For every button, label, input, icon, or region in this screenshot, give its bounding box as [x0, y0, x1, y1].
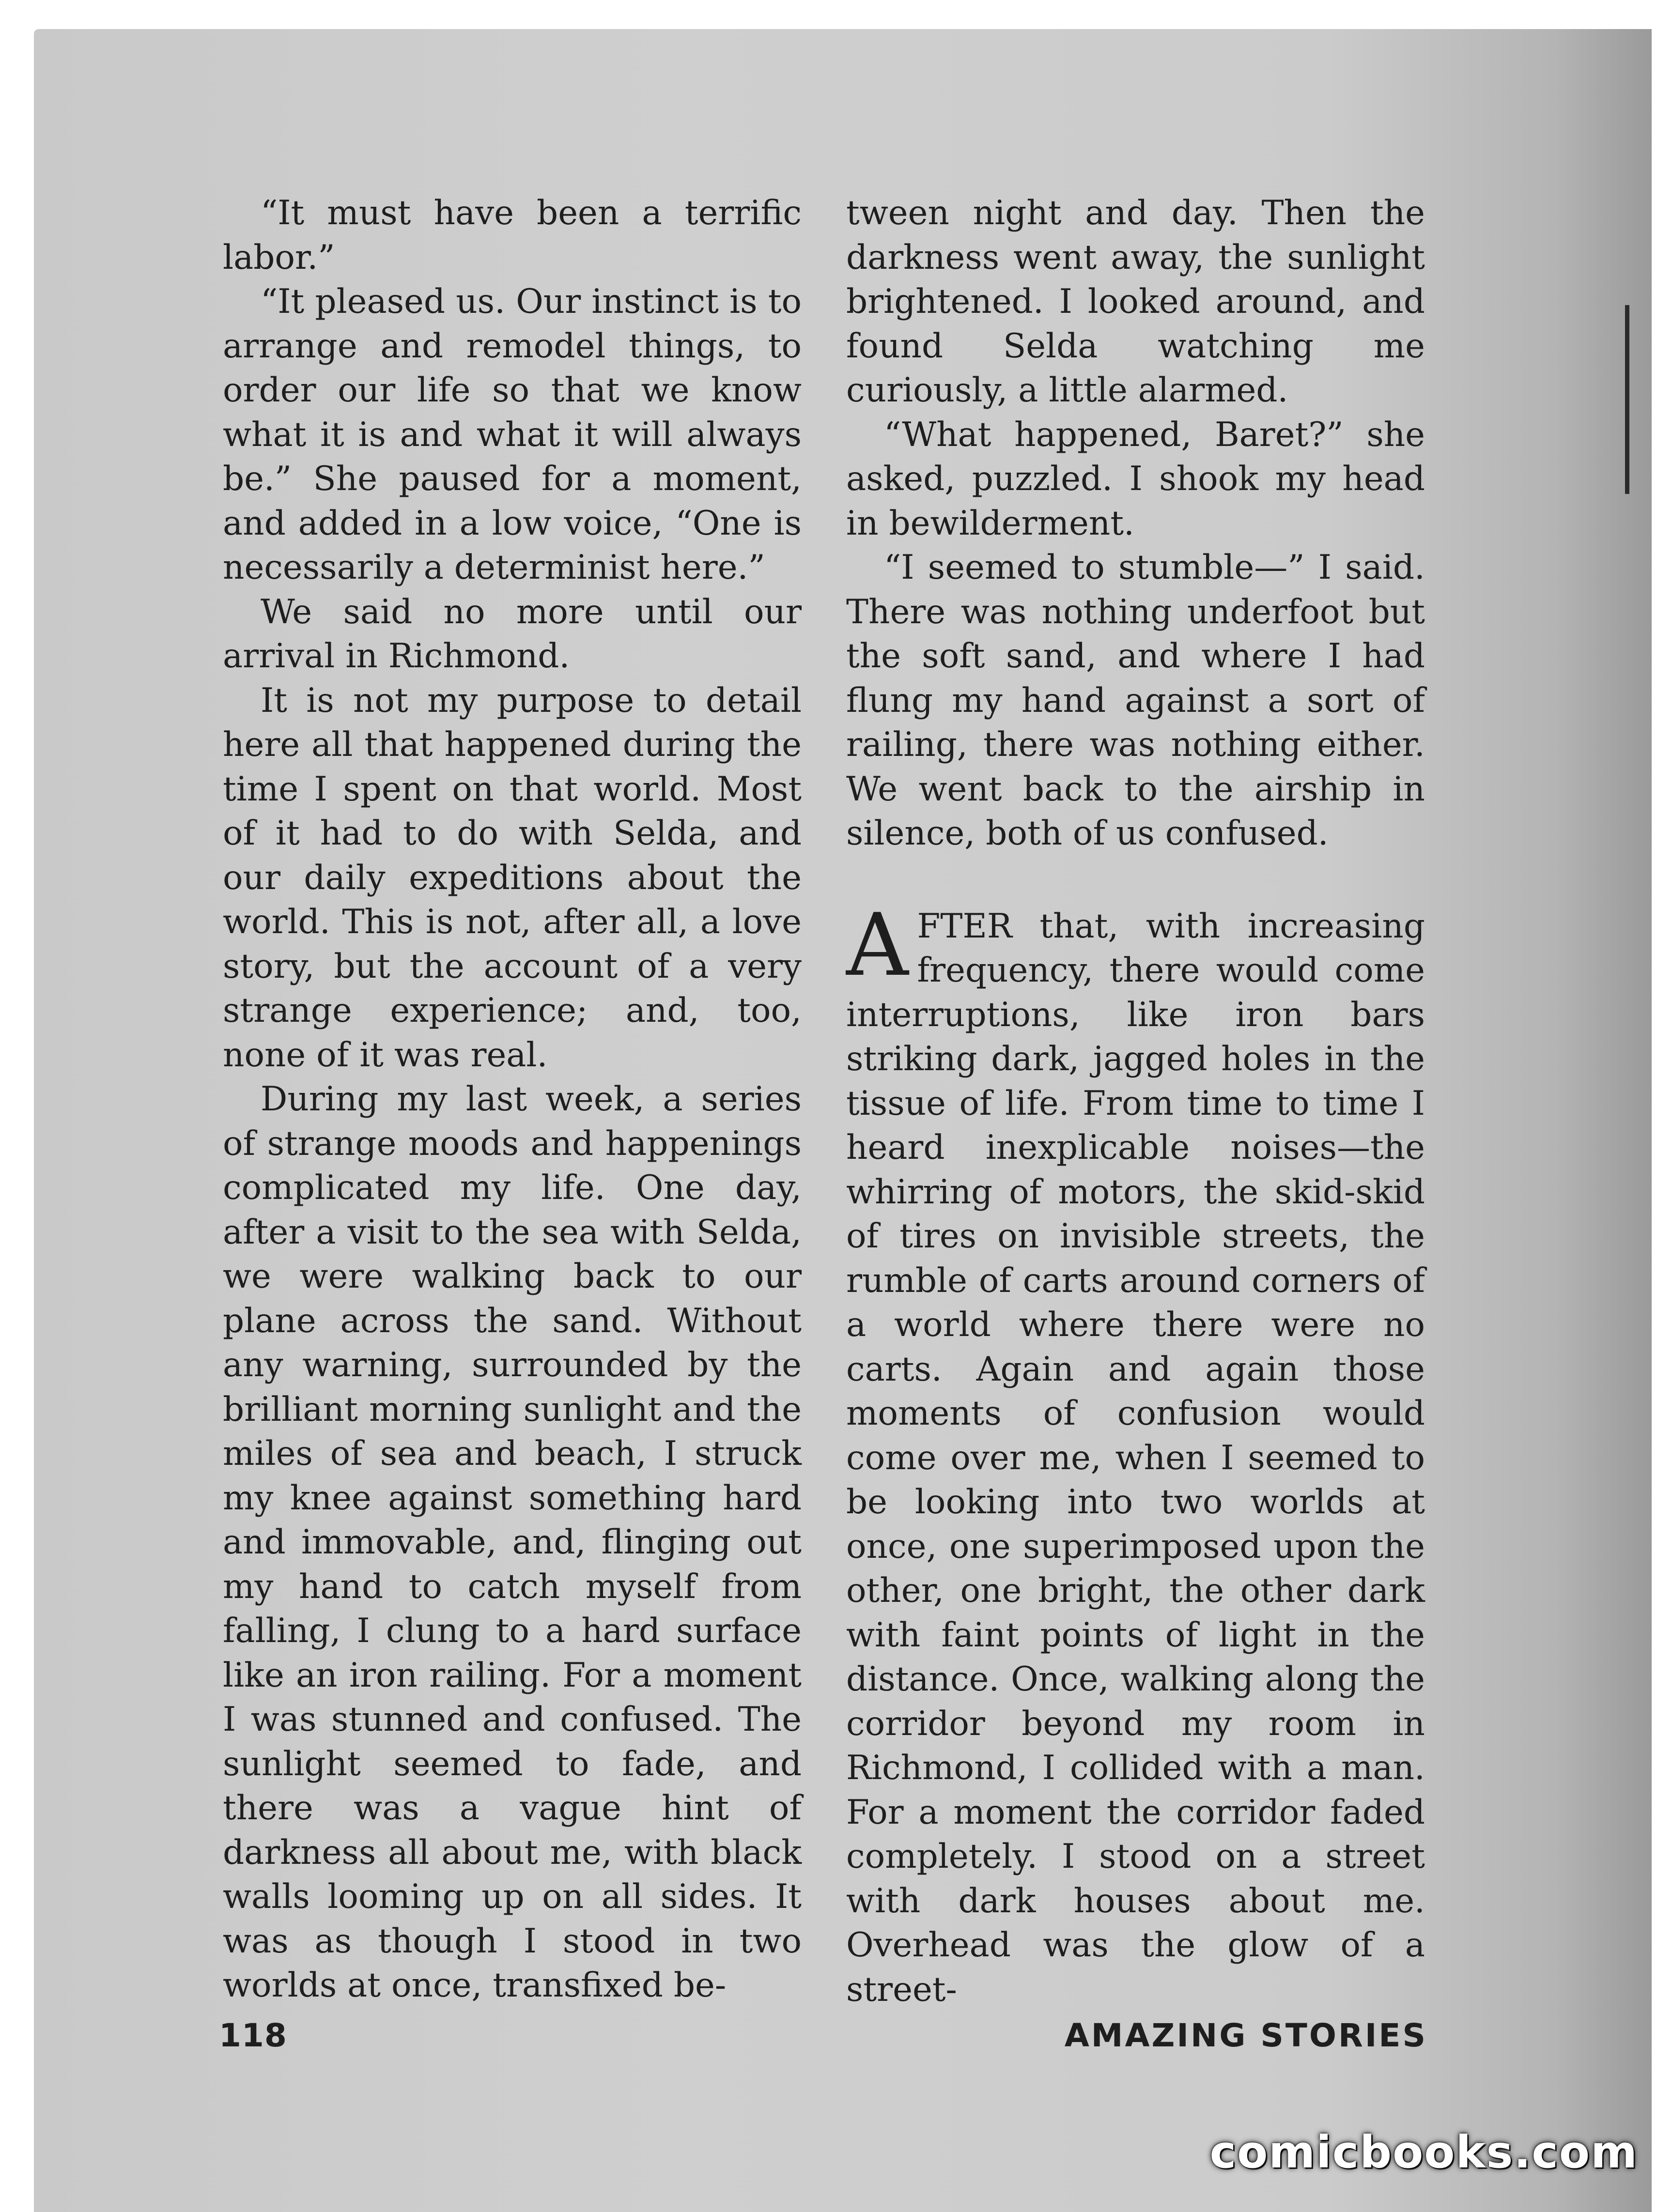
- magazine-title: AMAZING STORIES: [1064, 2017, 1427, 2054]
- section-break: [846, 856, 1425, 905]
- page-number: 118: [219, 2017, 287, 2054]
- paragraph: “I seemed to stumble—” I said. There was nothing underfoot but the soft sand, and where I had flung my hand against a sort of railing, there was nothing either. We went back to the airship in silence, both of us confused.: [846, 548, 1425, 853]
- drop-cap: A: [846, 894, 909, 995]
- paragraph-continuation: tween night and day. Then the darkness went away, the sunlight brightened. I looked around, and found Selda watching me curiously, a little alarmed.: [846, 194, 1425, 410]
- section-opening-paragraph: [846, 894, 1425, 2012]
- binding-mark: [1625, 305, 1629, 494]
- paragraph: “What happened, Baret?” she asked, puzzled. I shook my head in bewilderment.: [846, 415, 1425, 543]
- paragraph: “It pleased us. Our instinct is to arrange and remodel things, to order our life so that we know what it is and what it will always be.” She paused for a moment, and added in a low voice, “One is necessarily a determinist here.”: [223, 282, 802, 587]
- watermark: comicbooks.com: [1209, 2126, 1638, 2178]
- paragraph: During my last week, a series of strange moods and happenings complicated my life. One day, after a visit to the sea with Selda, we were walking back to our plane across the sand. Without any warning, surrounded by the brilliant morning sunlight and the miles of sea and beach, I struck my knee against something hard and immovable, and, flinging out my hand to catch myself from falling, I clung to a hard surface like an iron railing. For a moment I was stunned and confused. The sunlight seemed to fade, and there was a vague hint of darkness all about me, with black walls looming up on all sides. It was as though I stood in two worlds at once, transfixed be-: [223, 1080, 802, 2005]
- paragraph-text: FTER that, with increasing frequency, there would come interruptions, like iron bars striking dark, jagged holes in the tissue of life. From time to time I heard inexplicable noises—the whirring of motors, the skid-skid of tires on invisible streets, the rumble of carts around corners of a world where there were no carts. Again and again those moments of confusion would come over me, when I seemed to be looking into two worlds at once, one superimposed upon the other, one bright, the other dark with faint points of light in the distance. Once, walking along the corridor beyond my room in Richmond, I collided with a man. For a moment the corridor faded completely. I stood on a street with dark houses about me. Overhead was the glow of a street-: [846, 906, 1425, 2009]
- paragraph: It is not my purpose to detail here all that happened during the time I spent on that world. Most of it had to do with Selda, and our daily expeditions about the world. This is not, after all, a love story, but the account of a very strange experience; and, too, none of it was real.: [223, 681, 802, 1075]
- left-text-column: [223, 191, 802, 2008]
- paragraph: “It must have been a terrific labor.”: [223, 194, 802, 277]
- right-text-column: [846, 191, 1425, 2012]
- paragraph: We said no more until our arrival in Richmond.: [223, 592, 802, 676]
